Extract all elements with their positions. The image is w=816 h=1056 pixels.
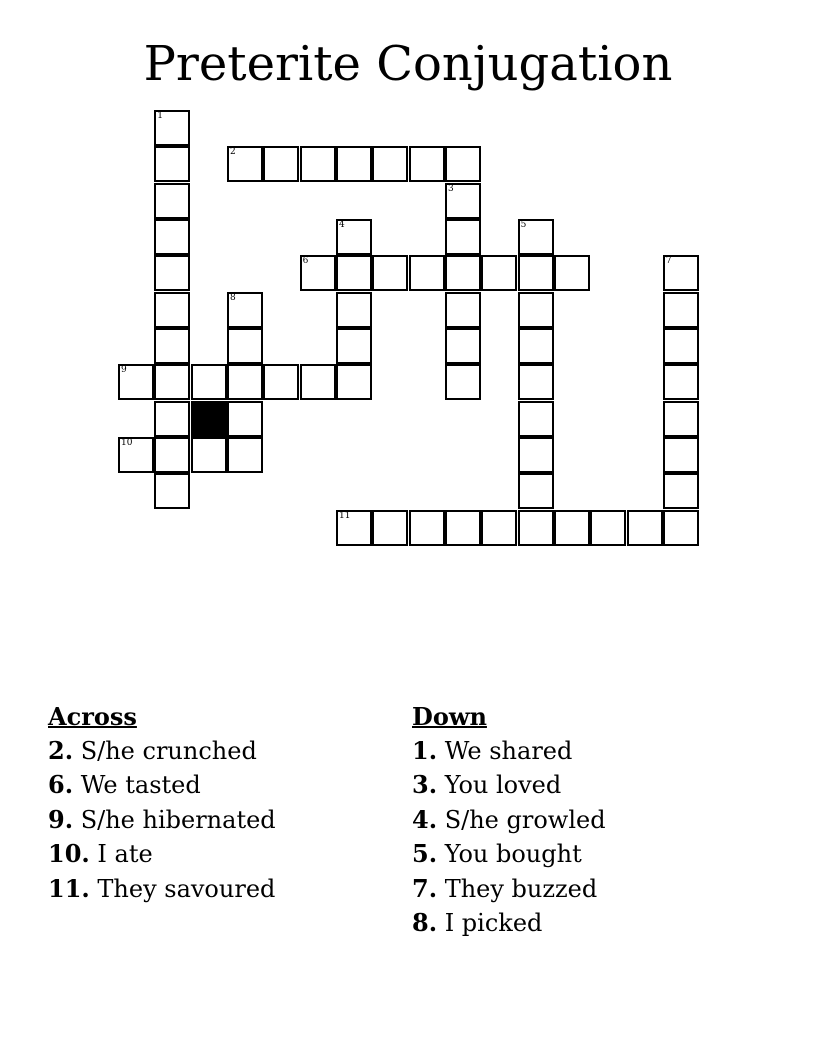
clue-number: 7. (412, 873, 438, 903)
clue-number: 5 (520, 220, 527, 230)
crossword-cell[interactable] (481, 255, 517, 291)
clue-number: 7 (665, 256, 672, 267)
crossword-cell[interactable] (154, 473, 190, 509)
crossword-cell[interactable] (445, 510, 481, 546)
clue-number: 11. (48, 873, 90, 903)
crossword-cell[interactable] (227, 437, 263, 473)
crossword-cell[interactable] (154, 437, 190, 473)
crossword-cell[interactable] (154, 328, 190, 364)
crossword-cell[interactable] (663, 510, 699, 546)
across-clue (48, 768, 276, 803)
crossword-cell[interactable] (518, 437, 554, 473)
crossword-cell[interactable] (627, 510, 663, 546)
clue-number: 2 (230, 147, 236, 158)
crossword-cell[interactable] (518, 328, 554, 364)
clue-number: 9. (48, 804, 74, 834)
crossword-cell[interactable] (227, 292, 263, 328)
clue-number: 10. (48, 839, 90, 868)
across-clue-list (48, 734, 276, 907)
crossword-cell[interactable] (445, 292, 481, 328)
down-clue (412, 803, 606, 838)
clue-text: They savoured (89, 874, 276, 903)
crossword-cell[interactable] (663, 328, 699, 364)
crossword-cell[interactable] (663, 255, 699, 291)
across-clues (48, 700, 276, 906)
clue-text: You bought (437, 840, 582, 868)
crossword-cell[interactable] (518, 473, 554, 509)
crossword-cell[interactable] (518, 219, 554, 255)
clue-text: We tasted (73, 771, 201, 799)
clue-number: 8 (230, 292, 236, 303)
crossword-cell[interactable] (663, 401, 699, 437)
crossword-cell[interactable] (518, 364, 554, 400)
crossword-cell[interactable] (336, 219, 372, 255)
crossword-cell[interactable] (300, 255, 336, 291)
down-clues (412, 700, 606, 941)
clue-text: S/he crunched (73, 736, 257, 765)
clue-number: 5. (412, 839, 438, 868)
crossword-cell[interactable] (154, 110, 190, 146)
crossword-cell[interactable] (118, 437, 154, 473)
across-clue (48, 837, 276, 872)
crossword-cell[interactable] (336, 328, 372, 364)
crossword-block (191, 401, 227, 437)
across-clue (48, 803, 276, 838)
crossword-cell[interactable] (154, 146, 190, 182)
across-clue (48, 734, 276, 769)
down-clue (412, 837, 606, 872)
down-clue (412, 734, 606, 769)
crossword-cell[interactable] (590, 510, 626, 546)
clue-text: I picked (437, 909, 543, 937)
crossword-cell[interactable] (663, 292, 699, 328)
crossword-cell[interactable] (336, 510, 372, 546)
crossword-cell[interactable] (409, 510, 445, 546)
crossword-cell[interactable] (227, 401, 263, 437)
clue-number: 3. (412, 770, 438, 799)
clue-number: 1 (157, 111, 164, 121)
clue-number: 9 (121, 365, 127, 376)
clue-number: 11 (339, 510, 351, 521)
down-heading: Down (412, 702, 487, 731)
clue-number: 6. (48, 770, 74, 799)
crossword-cell[interactable] (554, 255, 590, 291)
crossword-cell[interactable] (409, 255, 445, 291)
crossword-cell[interactable] (372, 146, 408, 182)
crossword-cell[interactable] (445, 255, 481, 291)
clue-text: I ate (89, 840, 153, 868)
down-clue (412, 768, 606, 803)
clue-number: 1. (412, 735, 438, 765)
crossword-cell[interactable] (336, 364, 372, 400)
clue-text: S/he growled (437, 805, 606, 834)
crossword-cell[interactable] (118, 364, 154, 400)
clue-text: S/he hibernated (73, 805, 276, 834)
crossword-cell[interactable] (263, 364, 299, 400)
crossword-cell[interactable] (481, 510, 517, 546)
crossword-cell[interactable] (445, 364, 481, 400)
crossword-cell[interactable] (445, 183, 481, 219)
crossword-cell[interactable] (154, 183, 190, 219)
clue-number: 4. (412, 804, 438, 834)
down-clue-list (412, 734, 606, 941)
crossword-cell[interactable] (154, 255, 190, 291)
page-title: Preterite Conjugation (143, 36, 673, 92)
crossword-cell[interactable] (154, 292, 190, 328)
crossword-cell[interactable] (445, 219, 481, 255)
crossword-cell[interactable] (300, 146, 336, 182)
clue-number: 4 (339, 220, 345, 230)
crossword-cell[interactable] (336, 292, 372, 328)
crossword-cell[interactable] (154, 401, 190, 437)
crossword-cell[interactable] (336, 255, 372, 291)
crossword-cell[interactable] (300, 364, 336, 400)
clue-number: 6 (302, 256, 309, 267)
crossword-cell[interactable] (663, 473, 699, 509)
clue-text: They buzzed (437, 874, 598, 903)
clue-number: 2. (48, 735, 74, 765)
crossword-cell[interactable] (445, 328, 481, 364)
clue-number: 10 (121, 438, 133, 448)
clue-number: 3 (448, 183, 454, 194)
across-heading: Across (48, 702, 137, 731)
crossword-cell[interactable] (372, 510, 408, 546)
crossword-cell[interactable] (518, 292, 554, 328)
crossword-cell[interactable] (663, 437, 699, 473)
crossword-cell[interactable] (445, 146, 481, 182)
crossword-cell[interactable] (554, 510, 590, 546)
crossword-cell[interactable] (227, 364, 263, 400)
crossword-cell[interactable] (263, 146, 299, 182)
crossword-cell[interactable] (518, 510, 554, 546)
crossword-cell[interactable] (518, 401, 554, 437)
crossword-cell[interactable] (518, 255, 554, 291)
crossword-cell[interactable] (336, 146, 372, 182)
crossword-cell[interactable] (372, 255, 408, 291)
crossword-cell[interactable] (154, 219, 190, 255)
clue-number: 8. (412, 908, 438, 937)
clue-text: We shared (437, 736, 573, 765)
crossword-cell[interactable] (191, 364, 227, 400)
crossword-cell[interactable] (227, 328, 263, 364)
clue-text: You loved (437, 771, 562, 799)
crossword-cell[interactable] (409, 146, 445, 182)
down-clue (412, 906, 606, 941)
down-clue (412, 872, 606, 907)
crossword-cell[interactable] (154, 364, 190, 400)
crossword-cell[interactable] (227, 146, 263, 182)
across-clue (48, 872, 276, 907)
crossword-cell[interactable] (663, 364, 699, 400)
crossword-cell[interactable] (191, 437, 227, 473)
